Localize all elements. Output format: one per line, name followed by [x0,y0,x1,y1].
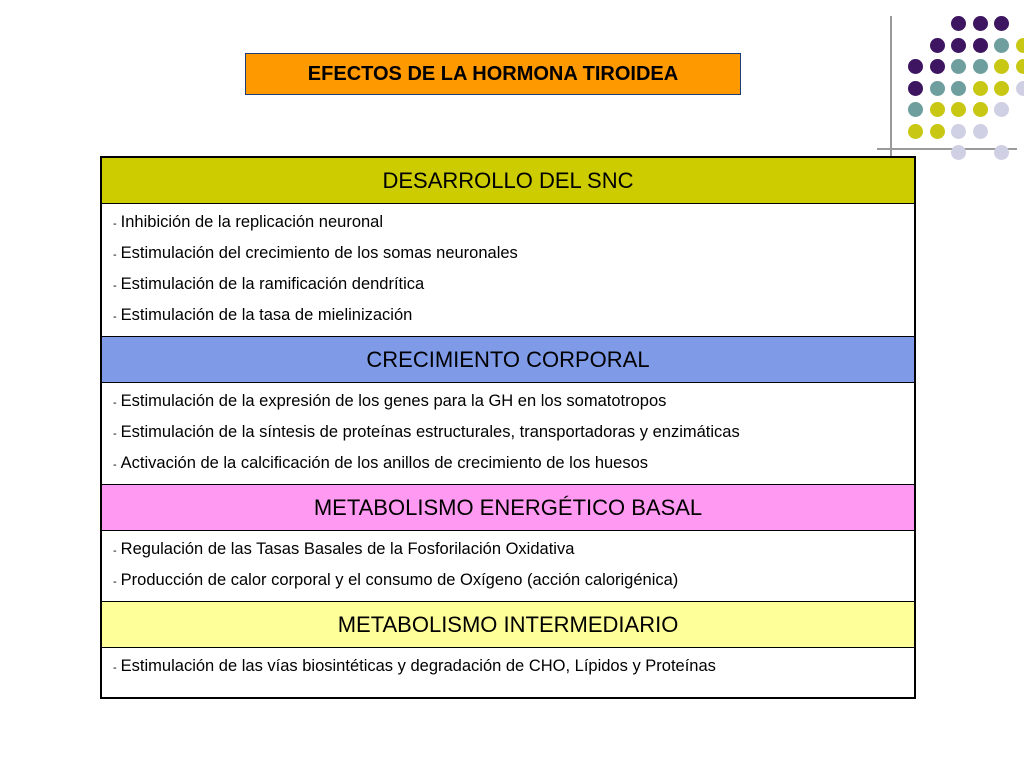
decorative-dot [973,102,988,117]
list-item [113,418,914,449]
list-item [113,535,914,566]
section-body-metabolismo-intermediario [102,648,914,697]
slide-title: EFECTOS DE LA HORMONA TIROIDEA [245,53,741,95]
decorative-dot [973,16,988,31]
decorative-dot [930,38,945,53]
decorative-dot [951,145,966,160]
decorative-dot [951,59,966,74]
section-header-metabolismo-basal: METABOLISMO ENERGÉTICO BASAL [102,485,914,531]
dash-marker: - [113,218,117,230]
list-item-text: Estimulación de la síntesis de proteínas estructurales, transportadoras y enzimáticas [120,423,740,441]
list-item [113,270,914,301]
decorative-dot [994,16,1009,31]
decorative-vertical-line [890,16,892,156]
decorative-dot [930,102,945,117]
list-item [113,387,914,418]
dash-marker: - [113,545,117,557]
decorative-dot [951,124,966,139]
section-header-snc: DESARROLLO DEL SNC [102,158,914,204]
decorative-dot [973,124,988,139]
decorative-dot [951,38,966,53]
decorative-dot [994,38,1009,53]
decorative-dot [951,102,966,117]
decorative-dot [973,81,988,96]
list-item-text: Estimulación de la expresión de los genes para la GH en los somatotropos [120,392,667,410]
dash-marker: - [113,428,117,440]
decorative-dot [973,38,988,53]
effects-table [100,156,916,699]
decorative-dot [951,16,966,31]
list-item [113,566,914,597]
dash-marker: - [113,249,117,261]
decorative-dot [908,59,923,74]
dash-marker: - [113,397,117,409]
section-body-metabolismo-basal [102,531,914,602]
dash-marker: - [113,311,117,323]
decorative-dot [908,124,923,139]
list-item-text: Producción de calor corporal y el consumo de Oxígeno (acción calorigénica) [120,571,679,589]
decorative-dot [908,81,923,96]
decorative-dot [1016,38,1024,53]
section-body-crecimiento [102,383,914,485]
section-body-snc [102,204,914,337]
decorative-dot [930,81,945,96]
dash-marker: - [113,662,117,674]
decorative-dot [973,59,988,74]
dash-marker: - [113,280,117,292]
list-item [113,239,914,270]
decorative-dot [951,81,966,96]
list-item-text: Estimulación de las vías biosintéticas y degradación de CHO, Lípidos y Proteínas [120,657,716,675]
list-item [113,652,914,683]
decorative-dot [1016,81,1024,96]
decorative-dot [908,102,923,117]
list-item-text: Estimulación del crecimiento de los somas neuronales [120,244,518,262]
decorative-dot [930,124,945,139]
decorative-dot [930,59,945,74]
decorative-dot [994,145,1009,160]
decorative-dot [994,102,1009,117]
decorative-dot [1016,59,1024,74]
list-item [113,449,914,480]
dash-marker: - [113,459,117,471]
list-item-text: Estimulación de la tasa de mielinización [120,306,413,324]
dash-marker: - [113,576,117,588]
list-item-text: Regulación de las Tasas Basales de la Fosforilación Oxidativa [120,540,575,558]
section-header-metabolismo-intermediario: METABOLISMO INTERMEDIARIO [102,602,914,648]
list-item [113,208,914,239]
list-item-text: Activación de la calcificación de los anillos de crecimiento de los huesos [120,454,649,472]
list-item [113,301,914,332]
list-item-text: Inhibición de la replicación neuronal [120,213,384,231]
decorative-dot [994,59,1009,74]
list-item-text: Estimulación de la ramificación dendrítica [120,275,425,293]
decorative-dot [994,81,1009,96]
section-header-crecimiento: CRECIMIENTO CORPORAL [102,337,914,383]
